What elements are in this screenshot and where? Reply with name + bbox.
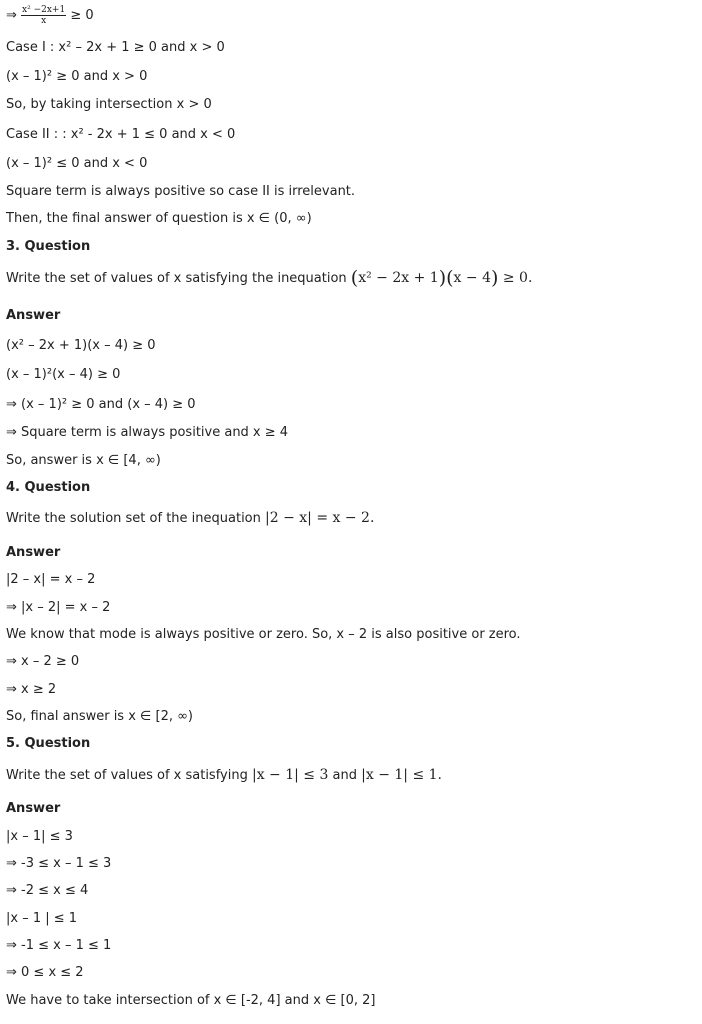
answer-4-step-4: ⇒ x – 2 ≥ 0	[6, 654, 80, 669]
fraction-inequality-line	[6, 5, 94, 26]
case-one-line: Case I : x² – 2x + 1 ≥ 0 and x > 0	[6, 40, 225, 55]
irrelevant-note: Square term is always positive so case II is irrelevant.	[6, 184, 356, 199]
linear-expression: x − 4	[453, 270, 491, 286]
answer-4-heading: Answer	[6, 545, 61, 560]
answer-4-step-5: ⇒ x ≥ 2	[6, 682, 57, 697]
case-two-simplified: (x – 1)² ≤ 0 and x < 0	[6, 156, 148, 171]
answer-3-step-1: (x² – 2x + 1)(x – 4) ≥ 0	[6, 338, 156, 353]
answer-4-step-6: So, final answer is x ∈ [2, ∞)	[6, 709, 194, 724]
fraction	[21, 5, 66, 26]
fraction-numerator: x² −2x+1	[22, 5, 66, 15]
question-4-heading: 4. Question	[6, 480, 91, 495]
question-5-text	[6, 767, 442, 784]
answer-4-step-1: |2 – x| = x – 2	[6, 572, 96, 587]
question-5-prompt: Write the set of values of x satisfying	[6, 768, 252, 783]
question-5-heading: 5. Question	[6, 736, 91, 751]
answer-5-step-4: |x – 1 | ≤ 1	[6, 911, 78, 926]
answer-5-step-2: ⇒ -3 ≤ x – 1 ≤ 3	[6, 856, 112, 871]
inequality-tail: ≥ 0.	[498, 270, 533, 286]
answer-3-step-3: ⇒ (x – 1)² ≥ 0 and (x – 4) ≥ 0	[6, 397, 196, 412]
absolute-equation: |2 − x| = x − 2.	[265, 510, 375, 526]
implies-arrow: ⇒	[6, 8, 17, 23]
question-4-text	[6, 510, 374, 527]
answer-5-step-7: We have to take intersection of x ∈ [-2, 4] and x ∈ [0, 2]	[6, 993, 376, 1008]
quadratic-expression: x² − 2x + 1	[358, 270, 439, 286]
answer-3-heading: Answer	[6, 308, 61, 323]
paren-close: )	[438, 267, 447, 289]
conjunction: and	[328, 768, 362, 783]
question-3-heading: 3. Question	[6, 239, 91, 254]
answer-4-step-3: We know that mode is always positive or zero. So, x – 2 is also positive or zero.	[6, 627, 521, 642]
answer-5-step-1: |x – 1| ≤ 3	[6, 829, 73, 844]
inequality-1: |x − 1| ≤ 3	[251, 767, 329, 783]
question-3-text	[6, 267, 533, 289]
inequality-2: |x − 1| ≤ 1.	[361, 767, 442, 783]
case-one-simplified: (x – 1)² ≥ 0 and x > 0	[6, 69, 148, 84]
intersection-line: So, by taking intersection x > 0	[6, 97, 212, 112]
answer-5-step-6: ⇒ 0 ≤ x ≤ 2	[6, 965, 84, 980]
paren-open: (	[350, 267, 359, 289]
answer-3-step-4: ⇒ Square term is always positive and x ≥ 4	[6, 425, 289, 440]
answer-3-step-5: So, answer is x ∈ [4, ∞)	[6, 453, 161, 468]
case-two-line: Case II : : x² - 2x + 1 ≤ 0 and x < 0	[6, 127, 236, 142]
paren-open-2: (	[446, 267, 454, 289]
answer-3-step-2: (x – 1)²(x – 4) ≥ 0	[6, 367, 121, 382]
answer-5-step-3: ⇒ -2 ≤ x ≤ 4	[6, 883, 89, 898]
answer-4-step-2: ⇒ |x – 2| = x – 2	[6, 600, 111, 615]
final-answer-line: Then, the final answer of question is x ∈ (0, ∞)	[6, 211, 312, 226]
answer-5-step-5: ⇒ -1 ≤ x – 1 ≤ 1	[6, 938, 112, 953]
inequality-rest: ≥ 0	[70, 8, 94, 23]
question-4-prompt: Write the solution set of the inequation	[6, 511, 266, 526]
fraction-denominator: x	[41, 16, 47, 26]
paren-close-2: )	[490, 267, 499, 289]
answer-5-heading: Answer	[6, 801, 61, 816]
question-3-prompt: Write the set of values of x satisfying the inequation	[6, 271, 351, 286]
